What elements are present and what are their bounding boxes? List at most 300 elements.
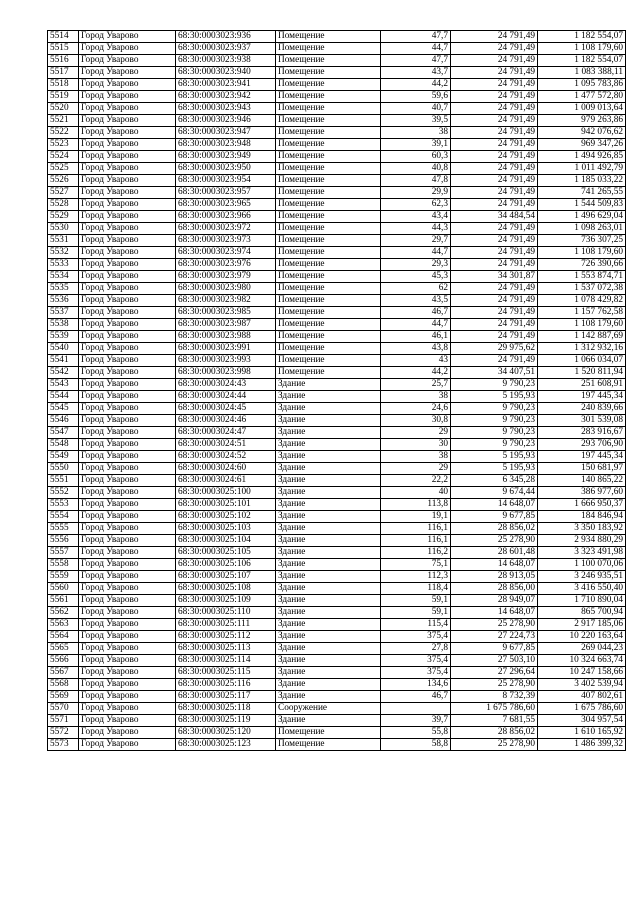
unit-value-cell: 28 949,07: [451, 595, 538, 607]
object-type-cell: Помещение: [276, 127, 381, 139]
area-cell: 43: [381, 355, 451, 367]
cadastral-value-cell: 1 610 165,92: [538, 727, 626, 739]
area-cell: 29,7: [381, 235, 451, 247]
object-type-cell: Помещение: [276, 187, 381, 199]
cadastral-number-cell: 68:30:0003023:979: [176, 271, 276, 283]
area-cell: 24,6: [381, 403, 451, 415]
object-type-cell: Здание: [276, 679, 381, 691]
unit-value-cell: 24 791,49: [451, 79, 538, 91]
locality-cell: Город Уварово: [79, 499, 176, 511]
cadastral-number-cell: 68:30:0003024:46: [176, 415, 276, 427]
cadastral-value-cell: 140 865,22: [538, 475, 626, 487]
unit-value-cell: 24 791,49: [451, 91, 538, 103]
table-row: [48, 67, 626, 79]
row-number-cell: 5557: [48, 547, 79, 559]
area-cell: 38: [381, 391, 451, 403]
cadastral-value-cell: 979 263,86: [538, 115, 626, 127]
cadastral-value-cell: 1 157 762,58: [538, 307, 626, 319]
unit-value-cell: 9 677,85: [451, 511, 538, 523]
cadastral-number-cell: 68:30:0003023:946: [176, 115, 276, 127]
cadastral-value-cell: 386 977,60: [538, 487, 626, 499]
cadastral-value-cell: 969 347,26: [538, 139, 626, 151]
area-cell: 39,5: [381, 115, 451, 127]
locality-cell: Город Уварово: [79, 79, 176, 91]
locality-cell: Город Уварово: [79, 727, 176, 739]
table-row: [48, 607, 626, 619]
table-row: [48, 631, 626, 643]
unit-value-cell: 25 278,90: [451, 535, 538, 547]
locality-cell: Город Уварово: [79, 475, 176, 487]
cadastral-value-cell: 1 675 786,60: [538, 703, 626, 715]
area-cell: 62: [381, 283, 451, 295]
object-type-cell: Помещение: [276, 259, 381, 271]
row-number-cell: 5528: [48, 199, 79, 211]
row-number-cell: 5533: [48, 259, 79, 271]
area-cell: 44,3: [381, 223, 451, 235]
locality-cell: Город Уварово: [79, 715, 176, 727]
cadastral-number-cell: 68:30:0003023:980: [176, 283, 276, 295]
table-row: [48, 595, 626, 607]
cadastral-number-cell: 68:30:0003023:972: [176, 223, 276, 235]
unit-value-cell: 24 791,49: [451, 175, 538, 187]
object-type-cell: Здание: [276, 691, 381, 703]
unit-value-cell: 5 195,93: [451, 391, 538, 403]
cadastral-value-cell: 1 710 890,04: [538, 595, 626, 607]
area-cell: 29,9: [381, 187, 451, 199]
locality-cell: Город Уварово: [79, 163, 176, 175]
row-number-cell: 5538: [48, 319, 79, 331]
unit-value-cell: 25 278,90: [451, 679, 538, 691]
cadastral-value-cell: 283 916,67: [538, 427, 626, 439]
cadastral-value-cell: 1 537 072,38: [538, 283, 626, 295]
locality-cell: Город Уварово: [79, 415, 176, 427]
unit-value-cell: 6 345,28: [451, 475, 538, 487]
row-number-cell: 5527: [48, 187, 79, 199]
object-type-cell: Помещение: [276, 223, 381, 235]
table-row: [48, 403, 626, 415]
table-row: [48, 199, 626, 211]
area-cell: 46,7: [381, 691, 451, 703]
area-cell: 44,2: [381, 367, 451, 379]
table-row: [48, 355, 626, 367]
area-cell: 75,1: [381, 559, 451, 571]
cadastral-number-cell: 68:30:0003023:965: [176, 199, 276, 211]
object-type-cell: Помещение: [276, 307, 381, 319]
area-cell: 39,1: [381, 139, 451, 151]
cadastral-number-cell: 68:30:0003024:60: [176, 463, 276, 475]
object-type-cell: Помещение: [276, 67, 381, 79]
area-cell: 43,5: [381, 295, 451, 307]
table-row: [48, 379, 626, 391]
unit-value-cell: 28 856,02: [451, 523, 538, 535]
table-row: [48, 295, 626, 307]
locality-cell: Город Уварово: [79, 679, 176, 691]
cadastral-number-cell: 68:30:0003025:114: [176, 655, 276, 667]
table-row: [48, 235, 626, 247]
row-number-cell: 5541: [48, 355, 79, 367]
row-number-cell: 5560: [48, 583, 79, 595]
area-cell: 22,2: [381, 475, 451, 487]
object-type-cell: Помещение: [276, 331, 381, 343]
cadastral-value-cell: 10 324 663,74: [538, 655, 626, 667]
cadastral-value-cell: 197 445,34: [538, 391, 626, 403]
unit-value-cell: 9 790,23: [451, 439, 538, 451]
table-row: [48, 139, 626, 151]
cadastral-number-cell: 68:30:0003025:100: [176, 487, 276, 499]
object-type-cell: Здание: [276, 463, 381, 475]
unit-value-cell: 24 791,49: [451, 259, 538, 271]
unit-value-cell: 24 791,49: [451, 235, 538, 247]
cadastral-number-cell: 68:30:0003023:950: [176, 163, 276, 175]
cadastral-number-cell: 68:30:0003024:44: [176, 391, 276, 403]
object-type-cell: Помещение: [276, 151, 381, 163]
cadastral-number-cell: 68:30:0003024:52: [176, 451, 276, 463]
row-number-cell: 5546: [48, 415, 79, 427]
cadastral-number-cell: 68:30:0003025:106: [176, 559, 276, 571]
cadastral-value-cell: 3 246 935,51: [538, 571, 626, 583]
cadastral-value-cell: 865 700,94: [538, 607, 626, 619]
area-cell: 30,8: [381, 415, 451, 427]
unit-value-cell: 1 675 786,60: [451, 703, 538, 715]
object-type-cell: Здание: [276, 643, 381, 655]
unit-value-cell: 27 503,10: [451, 655, 538, 667]
unit-value-cell: 34 484,54: [451, 211, 538, 223]
table-row: [48, 55, 626, 67]
area-cell: 118,4: [381, 583, 451, 595]
row-number-cell: 5568: [48, 679, 79, 691]
table-row: [48, 163, 626, 175]
cadastral-value-cell: 1 078 429,82: [538, 295, 626, 307]
area-cell: 116,1: [381, 535, 451, 547]
unit-value-cell: 28 856,00: [451, 583, 538, 595]
cadastral-number-cell: 68:30:0003025:105: [176, 547, 276, 559]
area-cell: 38: [381, 451, 451, 463]
object-type-cell: Помещение: [276, 247, 381, 259]
row-number-cell: 5545: [48, 403, 79, 415]
row-number-cell: 5564: [48, 631, 79, 643]
locality-cell: Город Уварово: [79, 331, 176, 343]
row-number-cell: 5543: [48, 379, 79, 391]
cadastral-number-cell: 68:30:0003023:940: [176, 67, 276, 79]
object-type-cell: Сооружение: [276, 703, 381, 715]
cadastral-number-cell: 68:30:0003023:973: [176, 235, 276, 247]
cadastral-number-cell: 68:30:0003023:954: [176, 175, 276, 187]
area-cell: 44,2: [381, 79, 451, 91]
locality-cell: Город Уварово: [79, 139, 176, 151]
table-row: [48, 103, 626, 115]
cadastral-number-cell: 68:30:0003025:101: [176, 499, 276, 511]
unit-value-cell: 24 791,49: [451, 103, 538, 115]
unit-value-cell: 24 791,49: [451, 67, 538, 79]
unit-value-cell: 24 791,49: [451, 355, 538, 367]
unit-value-cell: 28 856,02: [451, 727, 538, 739]
locality-cell: Город Уварово: [79, 523, 176, 535]
object-type-cell: Здание: [276, 631, 381, 643]
cadastral-number-cell: 68:30:0003023:941: [176, 79, 276, 91]
unit-value-cell: 24 791,49: [451, 331, 538, 343]
cadastral-number-cell: 68:30:0003023:936: [176, 31, 276, 43]
table-row: [48, 283, 626, 295]
unit-value-cell: 8 732,39: [451, 691, 538, 703]
table-row: [48, 499, 626, 511]
row-number-cell: 5534: [48, 271, 79, 283]
row-number-cell: 5548: [48, 439, 79, 451]
table-row: [48, 175, 626, 187]
object-type-cell: Помещение: [276, 139, 381, 151]
object-type-cell: Здание: [276, 547, 381, 559]
table-row: [48, 691, 626, 703]
locality-cell: Город Уварово: [79, 487, 176, 499]
cadastral-value-cell: 1 312 932,16: [538, 343, 626, 355]
locality-cell: Город Уварово: [79, 175, 176, 187]
row-number-cell: 5567: [48, 667, 79, 679]
cadastral-number-cell: 68:30:0003025:112: [176, 631, 276, 643]
object-type-cell: Помещение: [276, 43, 381, 55]
area-cell: 40,8: [381, 163, 451, 175]
area-cell: 59,6: [381, 91, 451, 103]
unit-value-cell: 9 790,23: [451, 427, 538, 439]
cadastral-number-cell: 68:30:0003023:987: [176, 319, 276, 331]
object-type-cell: Здание: [276, 583, 381, 595]
row-number-cell: 5526: [48, 175, 79, 187]
area-cell: 38: [381, 127, 451, 139]
object-type-cell: Здание: [276, 439, 381, 451]
cadastral-number-cell: 68:30:0003023:993: [176, 355, 276, 367]
locality-cell: Город Уварово: [79, 511, 176, 523]
table-row: [48, 451, 626, 463]
row-number-cell: 5554: [48, 511, 79, 523]
table-row: [48, 727, 626, 739]
table-row: [48, 739, 626, 751]
cadastral-value-cell: 407 802,61: [538, 691, 626, 703]
area-cell: 59,1: [381, 607, 451, 619]
cadastral-value-cell: 3 323 491,98: [538, 547, 626, 559]
cadastral-value-cell: 1 108 179,60: [538, 43, 626, 55]
cadastral-number-cell: 68:30:0003023:985: [176, 307, 276, 319]
locality-cell: Город Уварово: [79, 691, 176, 703]
cadastral-value-cell: 1 182 554,07: [538, 31, 626, 43]
cadastral-value-cell: 1 486 399,32: [538, 739, 626, 751]
object-type-cell: Здание: [276, 415, 381, 427]
table-row: [48, 619, 626, 631]
area-cell: 113,8: [381, 499, 451, 511]
object-type-cell: Помещение: [276, 343, 381, 355]
cadastral-value-cell: 1 095 783,86: [538, 79, 626, 91]
cadastral-number-cell: 68:30:0003025:118: [176, 703, 276, 715]
cadastral-number-cell: 68:30:0003025:102: [176, 511, 276, 523]
row-number-cell: 5571: [48, 715, 79, 727]
row-number-cell: 5518: [48, 79, 79, 91]
cadastral-value-cell: 3 350 183,92: [538, 523, 626, 535]
area-cell: 43,8: [381, 343, 451, 355]
cadastral-value-cell: 1 011 492,79: [538, 163, 626, 175]
table-row: [48, 319, 626, 331]
cadastral-number-cell: 68:30:0003025:104: [176, 535, 276, 547]
cadastral-value-cell: 150 681,97: [538, 463, 626, 475]
locality-cell: Город Уварово: [79, 583, 176, 595]
cadastral-number-cell: 68:30:0003024:61: [176, 475, 276, 487]
row-number-cell: 5547: [48, 427, 79, 439]
table-row: [48, 259, 626, 271]
cadastral-number-cell: 68:30:0003025:111: [176, 619, 276, 631]
row-number-cell: 5540: [48, 343, 79, 355]
locality-cell: Город Уварово: [79, 547, 176, 559]
cadastral-value-cell: 1 098 263,01: [538, 223, 626, 235]
locality-cell: Город Уварово: [79, 271, 176, 283]
locality-cell: Город Уварово: [79, 703, 176, 715]
area-cell: 62,3: [381, 199, 451, 211]
cadastral-value-cell: 1 182 554,07: [538, 55, 626, 67]
object-type-cell: Помещение: [276, 235, 381, 247]
unit-value-cell: 24 791,49: [451, 127, 538, 139]
cadastral-value-cell: 184 846,94: [538, 511, 626, 523]
unit-value-cell: 9 674,44: [451, 487, 538, 499]
cadastral-number-cell: 68:30:0003025:110: [176, 607, 276, 619]
locality-cell: Город Уварово: [79, 619, 176, 631]
cadastral-value-cell: 1 496 629,04: [538, 211, 626, 223]
cadastral-number-cell: 68:30:0003024:51: [176, 439, 276, 451]
locality-cell: Город Уварово: [79, 427, 176, 439]
unit-value-cell: 24 791,49: [451, 139, 538, 151]
locality-cell: Город Уварово: [79, 55, 176, 67]
row-number-cell: 5516: [48, 55, 79, 67]
area-cell: 375,4: [381, 631, 451, 643]
locality-cell: Город Уварово: [79, 643, 176, 655]
unit-value-cell: 14 648,07: [451, 607, 538, 619]
row-number-cell: 5555: [48, 523, 79, 535]
cadastral-number-cell: 68:30:0003025:107: [176, 571, 276, 583]
row-number-cell: 5565: [48, 643, 79, 655]
cadastral-value-cell: 10 247 158,66: [538, 667, 626, 679]
object-type-cell: Помещение: [276, 31, 381, 43]
area-cell: 116,2: [381, 547, 451, 559]
cadastral-value-cell: 1 083 388,11: [538, 67, 626, 79]
unit-value-cell: 24 791,49: [451, 307, 538, 319]
unit-value-cell: 24 791,49: [451, 55, 538, 67]
row-number-cell: 5535: [48, 283, 79, 295]
unit-value-cell: 24 791,49: [451, 31, 538, 43]
cadastral-number-cell: 68:30:0003025:115: [176, 667, 276, 679]
cadastral-value-cell: 741 265,55: [538, 187, 626, 199]
cadastral-number-cell: 68:30:0003024:45: [176, 403, 276, 415]
locality-cell: Город Уварово: [79, 559, 176, 571]
row-number-cell: 5515: [48, 43, 79, 55]
row-number-cell: 5536: [48, 295, 79, 307]
table-row: [48, 187, 626, 199]
cadastral-value-cell: 1 108 179,60: [538, 319, 626, 331]
table-row: [48, 31, 626, 43]
cadastral-number-cell: 68:30:0003023:991: [176, 343, 276, 355]
locality-cell: Город Уварово: [79, 463, 176, 475]
area-cell: 30: [381, 439, 451, 451]
table-row: [48, 703, 626, 715]
unit-value-cell: 24 791,49: [451, 151, 538, 163]
cadastral-value-cell: 1 520 811,94: [538, 367, 626, 379]
cadastral-number-cell: 68:30:0003025:119: [176, 715, 276, 727]
area-cell: 40: [381, 487, 451, 499]
locality-cell: Город Уварово: [79, 283, 176, 295]
table-row: [48, 307, 626, 319]
row-number-cell: 5537: [48, 307, 79, 319]
unit-value-cell: 5 195,93: [451, 463, 538, 475]
locality-cell: Город Уварово: [79, 403, 176, 415]
object-type-cell: Помещение: [276, 163, 381, 175]
locality-cell: Город Уварово: [79, 595, 176, 607]
locality-cell: Город Уварово: [79, 307, 176, 319]
unit-value-cell: 9 677,85: [451, 643, 538, 655]
cadastral-value-cell: 301 539,08: [538, 415, 626, 427]
locality-cell: Город Уварово: [79, 199, 176, 211]
unit-value-cell: 27 296,64: [451, 667, 538, 679]
area-cell: 29,3: [381, 259, 451, 271]
unit-value-cell: 7 681,55: [451, 715, 538, 727]
object-type-cell: Здание: [276, 511, 381, 523]
area-cell: 47,8: [381, 175, 451, 187]
unit-value-cell: 24 791,49: [451, 247, 538, 259]
table-row: [48, 571, 626, 583]
row-number-cell: 5559: [48, 571, 79, 583]
row-number-cell: 5519: [48, 91, 79, 103]
object-type-cell: Помещение: [276, 115, 381, 127]
table-row: [48, 715, 626, 727]
row-number-cell: 5521: [48, 115, 79, 127]
unit-value-cell: 24 791,49: [451, 283, 538, 295]
row-number-cell: 5572: [48, 727, 79, 739]
cadastral-number-cell: 68:30:0003025:117: [176, 691, 276, 703]
cadastral-value-cell: 1 142 887,69: [538, 331, 626, 343]
row-number-cell: 5539: [48, 331, 79, 343]
unit-value-cell: 24 791,49: [451, 319, 538, 331]
area-cell: 115,4: [381, 619, 451, 631]
cadastral-number-cell: 68:30:0003025:108: [176, 583, 276, 595]
locality-cell: Город Уварово: [79, 187, 176, 199]
cadastral-value-cell: 3 416 550,40: [538, 583, 626, 595]
unit-value-cell: 9 790,23: [451, 379, 538, 391]
unit-value-cell: 24 791,49: [451, 199, 538, 211]
area-cell: 39,7: [381, 715, 451, 727]
object-type-cell: Здание: [276, 403, 381, 415]
area-cell: [381, 703, 451, 715]
locality-cell: Город Уварово: [79, 391, 176, 403]
area-cell: 134,6: [381, 679, 451, 691]
cadastral-number-cell: 68:30:0003025:103: [176, 523, 276, 535]
cadastral-value-cell: 293 706,90: [538, 439, 626, 451]
table-row: [48, 391, 626, 403]
cadastral-value-cell: 251 608,91: [538, 379, 626, 391]
locality-cell: Город Уварово: [79, 451, 176, 463]
table-row: [48, 655, 626, 667]
object-type-cell: Здание: [276, 523, 381, 535]
unit-value-cell: 25 278,90: [451, 619, 538, 631]
cadastral-number-cell: 68:30:0003025:123: [176, 739, 276, 751]
area-cell: 29: [381, 463, 451, 475]
row-number-cell: 5551: [48, 475, 79, 487]
table-row: [48, 415, 626, 427]
cadastral-value-cell: 1 544 509,83: [538, 199, 626, 211]
table-row: [48, 43, 626, 55]
locality-cell: Город Уварово: [79, 151, 176, 163]
row-number-cell: 5542: [48, 367, 79, 379]
locality-cell: Город Уварово: [79, 295, 176, 307]
row-number-cell: 5522: [48, 127, 79, 139]
locality-cell: Город Уварово: [79, 655, 176, 667]
cadastral-number-cell: 68:30:0003024:43: [176, 379, 276, 391]
cadastral-number-cell: 68:30:0003023:947: [176, 127, 276, 139]
locality-cell: Город Уварово: [79, 259, 176, 271]
cadastral-value-cell: 3 402 539,94: [538, 679, 626, 691]
cadastral-value-cell: 1 494 926,85: [538, 151, 626, 163]
cadastral-number-cell: 68:30:0003023:942: [176, 91, 276, 103]
